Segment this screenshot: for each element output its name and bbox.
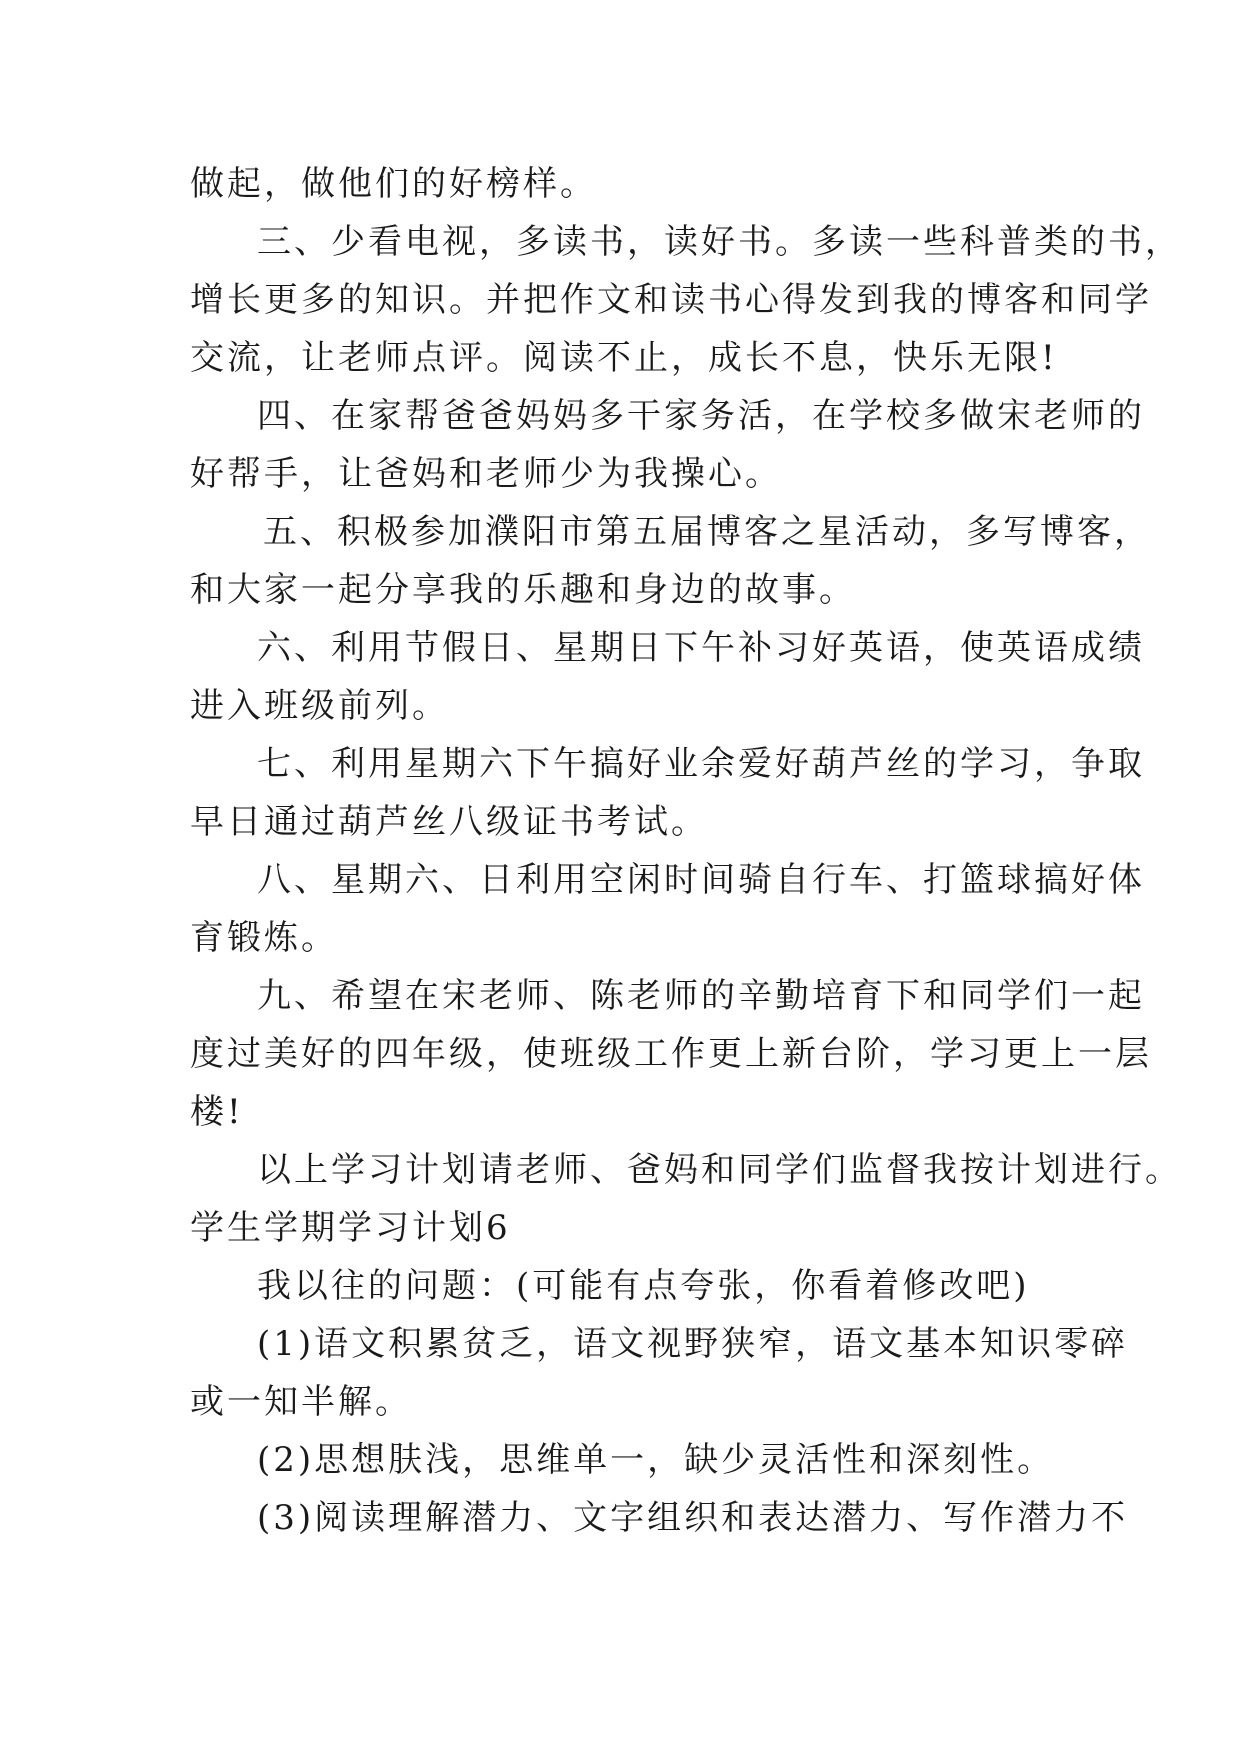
problem-item-3-line: (3)阅读理解潜力、文字组织和表达潜力、写作潜力不 bbox=[257, 1498, 1129, 1538]
problem-item-1-line: (1)语文积累贫乏，语文视野狭窄，语文基本知识零碎 bbox=[257, 1324, 1129, 1364]
paragraph-nine-line: 九、希望在宋老师、陈老师的辛勤培育下和同学们一起 bbox=[257, 976, 1145, 1016]
text-line: 增长更多的知识。并把作文和读书心得发到我的博客和同学 bbox=[190, 280, 1152, 320]
problems-intro-line: 我以往的问题：(可能有点夸张，你看着修改吧) bbox=[257, 1266, 1030, 1306]
text-line: 或一知半解。 bbox=[190, 1382, 412, 1422]
text-line: 交流，让老师点评。阅读不止，成长不息，快乐无限! bbox=[190, 338, 1058, 378]
text-line: 早日通过葫芦丝八级证书考试。 bbox=[190, 802, 708, 842]
paragraph-eight-line: 八、星期六、日利用空闲时间骑自行车、打篮球搞好体 bbox=[257, 860, 1145, 900]
text-line: 好帮手，让爸妈和老师少为我操心。 bbox=[190, 454, 782, 494]
paragraph-four-line: 四、在家帮爸爸妈妈多干家务活，在学校多做宋老师的 bbox=[257, 396, 1145, 436]
problem-item-2-line: (2)思想肤浅，思维单一，缺少灵活性和深刻性。 bbox=[257, 1440, 1055, 1480]
text-line: 和大家一起分享我的乐趣和身边的故事。 bbox=[190, 570, 856, 610]
paragraph-five-line: 五、积极参加濮阳市第五届博客之星活动，多写博客， bbox=[263, 512, 1151, 552]
text-line: 进入班级前列。 bbox=[190, 686, 449, 726]
paragraph-six-line: 六、利用节假日、星期日下午补习好英语，使英语成绩 bbox=[257, 628, 1145, 668]
text-line: 育锻炼。 bbox=[190, 918, 338, 958]
paragraph-three-line: 三、少看电视，多读书，读好书。多读一些科普类的书， bbox=[257, 222, 1182, 262]
text-line: 楼! bbox=[190, 1092, 244, 1132]
closing-paragraph-line: 以上学习计划请老师、爸妈和同学们监督我按计划进行。 bbox=[257, 1150, 1182, 1190]
section-heading: 学生学期学习计划6 bbox=[190, 1208, 511, 1248]
paragraph-seven-line: 七、利用星期六下午搞好业余爱好葫芦丝的学习，争取 bbox=[257, 744, 1145, 784]
text-line: 做起，做他们的好榜样。 bbox=[190, 164, 597, 204]
text-line: 度过美好的四年级，使班级工作更上新台阶，学习更上一层 bbox=[190, 1034, 1152, 1074]
